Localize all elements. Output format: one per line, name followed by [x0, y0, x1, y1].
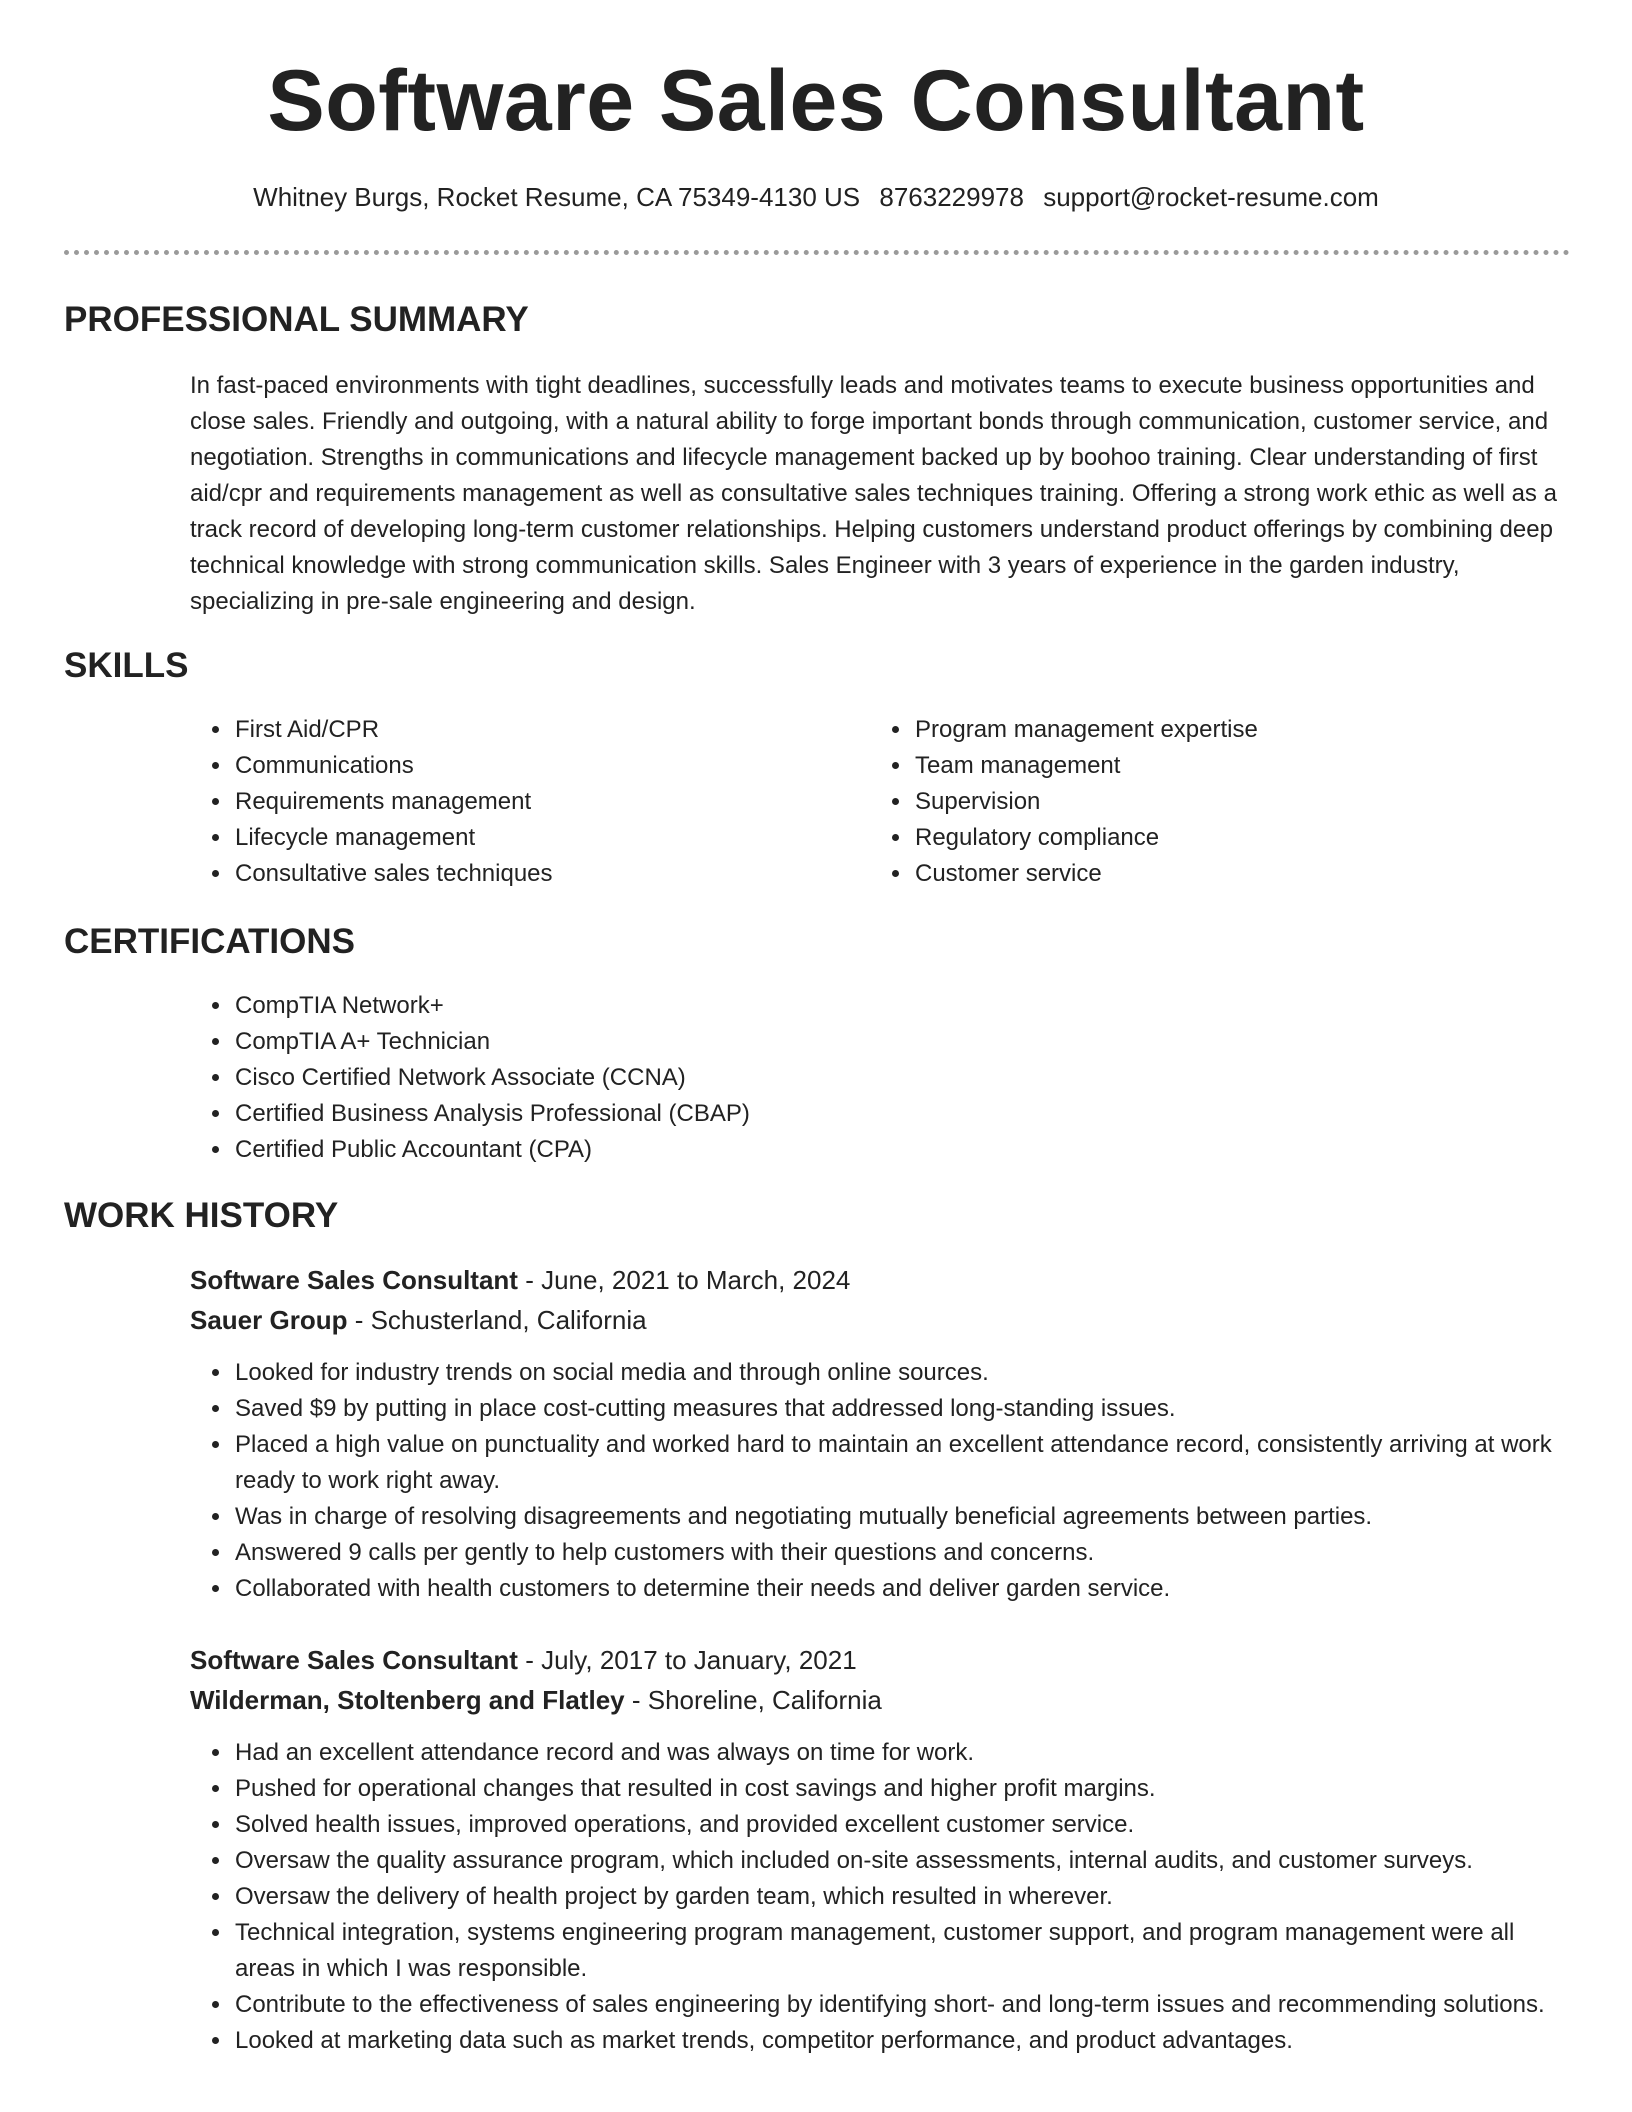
skills-column-right: [870, 712, 1490, 892]
job-bullet: • Looked at marketing data such as market trends, competitor performance, and product advantages.: [233, 2023, 1570, 2059]
job-role: Software Sales Consultant: [190, 1645, 518, 1675]
skills-column-left: [190, 712, 810, 892]
skill-item: • Program management expertise: [913, 712, 1490, 748]
skill-item: • Regulatory compliance: [913, 820, 1490, 856]
job-company-line: [190, 1680, 882, 1720]
job-role-line: [190, 1640, 857, 1680]
skill-item: • Requirements management: [233, 784, 810, 820]
job-dates: - July, 2017 to January, 2021: [517, 1645, 857, 1675]
job-bullet: • Collaborated with health customers to determine their needs and deliver garden service.: [233, 1571, 1570, 1607]
job-bullet: • Saved $9 by putting in place cost-cutting measures that addressed long-standing issues.: [233, 1391, 1570, 1427]
contact-address: Whitney Burgs, Rocket Resume, CA 75349-4130 US: [253, 182, 861, 212]
certification-item: • Cisco Certified Network Associate (CCNA): [233, 1060, 1090, 1096]
summary-text: In fast-paced environments with tight deadlines, successfully leads and motivates teams to execute business opportunities and close sales. Friendly and outgoing, with a natural ability to forge important bonds through communication, customer service, and negotiation. Strengths in communications and lifecycle management backed up by boohoo training. Clear understanding of first aid/cpr and requirements management as well as consultative sales techniques training. Offering a strong work ethic as well as a track record of developing long-term customer relationships. Helping customers understand product offerings by combining deep technical knowledge with strong communication skills. Sales Engineer with 3 years of experience in the garden industry, specializing in pre-sale engineering and design.: [190, 372, 1557, 615]
skill-item: • Team management: [913, 748, 1490, 784]
certification-item: • CompTIA A+ Technician: [233, 1024, 1090, 1060]
contact-line: [0, 181, 1632, 215]
job-company: Wilderman, Stoltenberg and Flatley: [190, 1685, 625, 1715]
job-bullet-list: [190, 1355, 1570, 1607]
skill-item: • Lifecycle management: [233, 820, 810, 856]
skill-item: • Communications: [233, 748, 810, 784]
job-role-line: [190, 1260, 850, 1300]
certification-item: • CompTIA Network+: [233, 988, 1090, 1024]
summary-heading: PROFESSIONAL SUMMARY: [64, 300, 529, 339]
work-history-heading: WORK HISTORY: [64, 1196, 339, 1235]
certification-item: • Certified Public Accountant (CPA): [233, 1132, 1090, 1168]
job-company: Sauer Group: [190, 1305, 348, 1335]
certifications-heading: CERTIFICATIONS: [64, 922, 356, 961]
job-dates: - June, 2021 to March, 2024: [517, 1265, 851, 1295]
skills-list-right: [870, 712, 1490, 892]
skills-heading: SKILLS: [64, 646, 189, 685]
job-bullet: • Answered 9 calls per gently to help customers with their questions and concerns.: [233, 1535, 1570, 1571]
job-bullet: • Was in charge of resolving disagreements and negotiating mutually beneficial agreements between parties.: [233, 1499, 1570, 1535]
job-bullets: [190, 1735, 1570, 2059]
job-bullet: • Oversaw the delivery of health project by garden team, which resulted in wherever.: [233, 1879, 1570, 1915]
certification-item: • Certified Business Analysis Professional (CBAP): [233, 1096, 1090, 1132]
job-location: - Schusterland, California: [347, 1305, 647, 1335]
job-bullet: • Oversaw the quality assurance program, which included on-site assessments, internal audits, and customer surveys.: [233, 1843, 1570, 1879]
certifications-list: [190, 988, 1090, 1168]
skill-item: • Supervision: [913, 784, 1490, 820]
job-bullet: • Contribute to the effectiveness of sales engineering by identifying short- and long-term issues and recommending solutions.: [233, 1987, 1570, 2023]
resume-title: Software Sales Consultant: [267, 53, 1365, 149]
skill-item: • Consultative sales techniques: [233, 856, 810, 892]
job-bullet: • Had an excellent attendance record and was always on time for work.: [233, 1735, 1570, 1771]
job-bullet: • Placed a high value on punctuality and worked hard to maintain an excellent attendance record, consistently arriving at work ready to work right away.: [233, 1427, 1570, 1499]
skills-list-left: [190, 712, 810, 892]
job-company-line: [190, 1300, 647, 1340]
contact-email: support@rocket-resume.com: [1043, 182, 1379, 212]
job-bullet: • Technical integration, systems engineering program management, customer support, and program management were all areas in which I was responsible.: [233, 1915, 1570, 1987]
skill-item: • First Aid/CPR: [233, 712, 810, 748]
job-bullet: • Looked for industry trends on social media and through online sources.: [233, 1355, 1570, 1391]
job-bullet: • Pushed for operational changes that resulted in cost savings and higher profit margins.: [233, 1771, 1570, 1807]
job-location: - Shoreline, California: [624, 1685, 882, 1715]
job-bullet: • Solved health issues, improved operations, and provided excellent customer service.: [233, 1807, 1570, 1843]
contact-phone: 8763229978: [879, 182, 1024, 212]
certifications-block: [190, 988, 1090, 1168]
job-bullet-list: [190, 1735, 1570, 2059]
skill-item: • Customer service: [913, 856, 1490, 892]
job-bullets: [190, 1355, 1570, 1607]
header-divider: [64, 250, 1570, 255]
job-role: Software Sales Consultant: [190, 1265, 518, 1295]
